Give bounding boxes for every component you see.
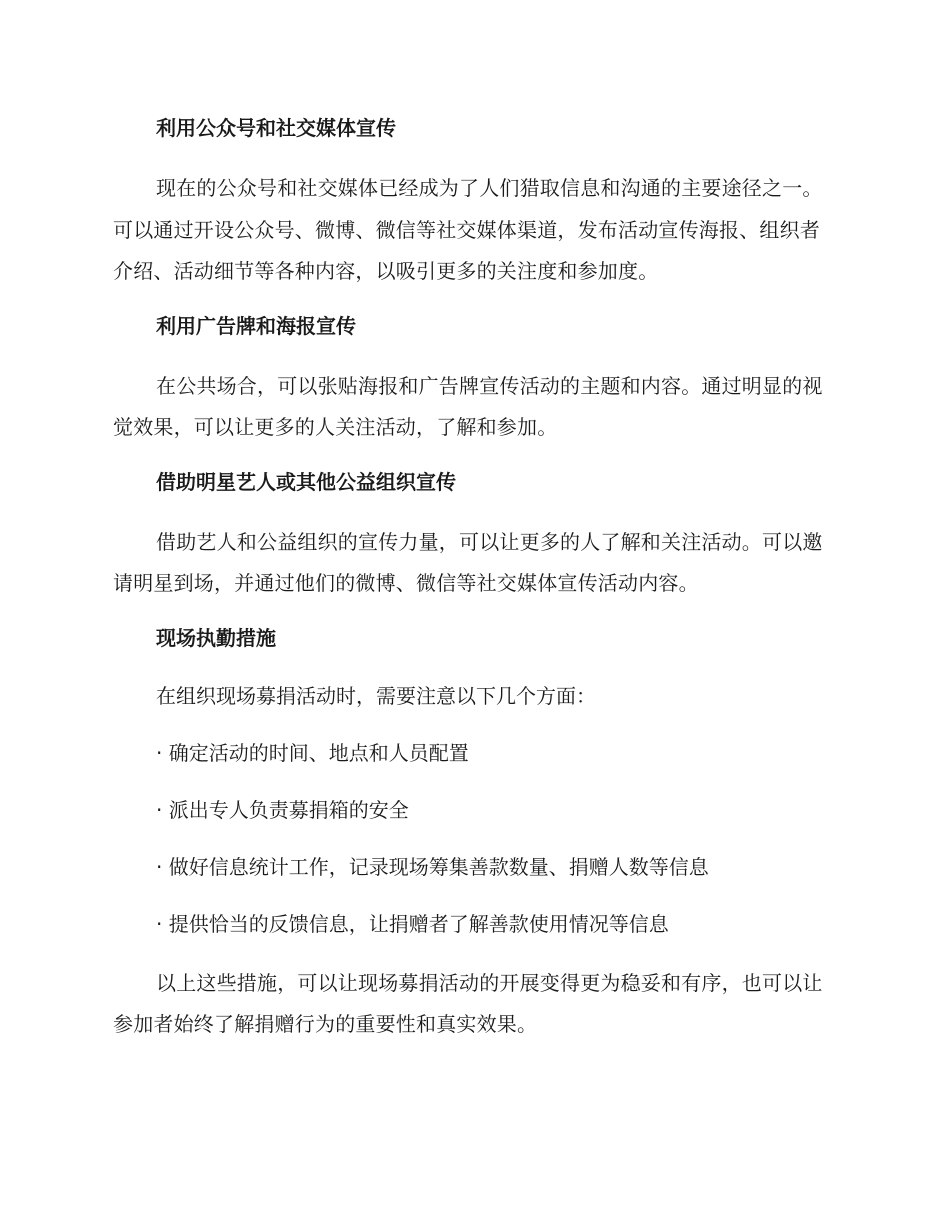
list-item: · 提供恰当的反馈信息，让捐赠者了解善款使用情况等信息	[156, 911, 669, 936]
section-heading-onsite-measures: 现场执勤措施	[156, 625, 276, 650]
section-heading-celebrity: 借助明星艺人或其他公益组织宣传	[156, 469, 456, 494]
section-heading-social-media: 利用公众号和社交媒体宣传	[156, 116, 396, 140]
section-paragraph-celebrity: 借助艺人和公益组织的宣传力量，可以让更多的人了解和关注活动。可以邀请明星到场，并通过他们的微博、微信等社交媒体宣传活动内容。	[113, 529, 823, 595]
section-paragraph-billboard: 在公共场合，可以张贴海报和广告牌宣传活动的主题和内容。通过明显的视觉效果，可以让更多的人关注活动，了解和参加。	[113, 373, 823, 439]
list-item: · 派出专人负责募捐箱的安全	[156, 797, 409, 822]
onsite-measures-conclusion: 以上这些措施，可以让现场募捐活动的开展变得更为稳妥和有序，也可以让参加者始终了解捐赠行为的重要性和真实效果。	[113, 970, 823, 1036]
section-heading-billboard: 利用广告牌和海报宣传	[156, 313, 356, 338]
list-item: · 确定活动的时间、地点和人员配置	[156, 740, 469, 765]
list-item: · 做好信息统计工作，记录现场筹集善款数量、捐赠人数等信息	[156, 854, 709, 879]
document-page	[113, 110, 833, 1061]
onsite-measures-intro: 在组织现场募捐活动时，需要注意以下几个方面：	[156, 683, 596, 708]
section-paragraph-social-media: 现在的公众号和社交媒体已经成为了人们猎取信息和沟通的主要途径之一。可以通过开设公众号、微博、微信等社交媒体渠道，发布活动宣传海报、组织者介绍、活动细节等各种内容，以吸引更多的关注度和参加度。	[113, 176, 823, 283]
